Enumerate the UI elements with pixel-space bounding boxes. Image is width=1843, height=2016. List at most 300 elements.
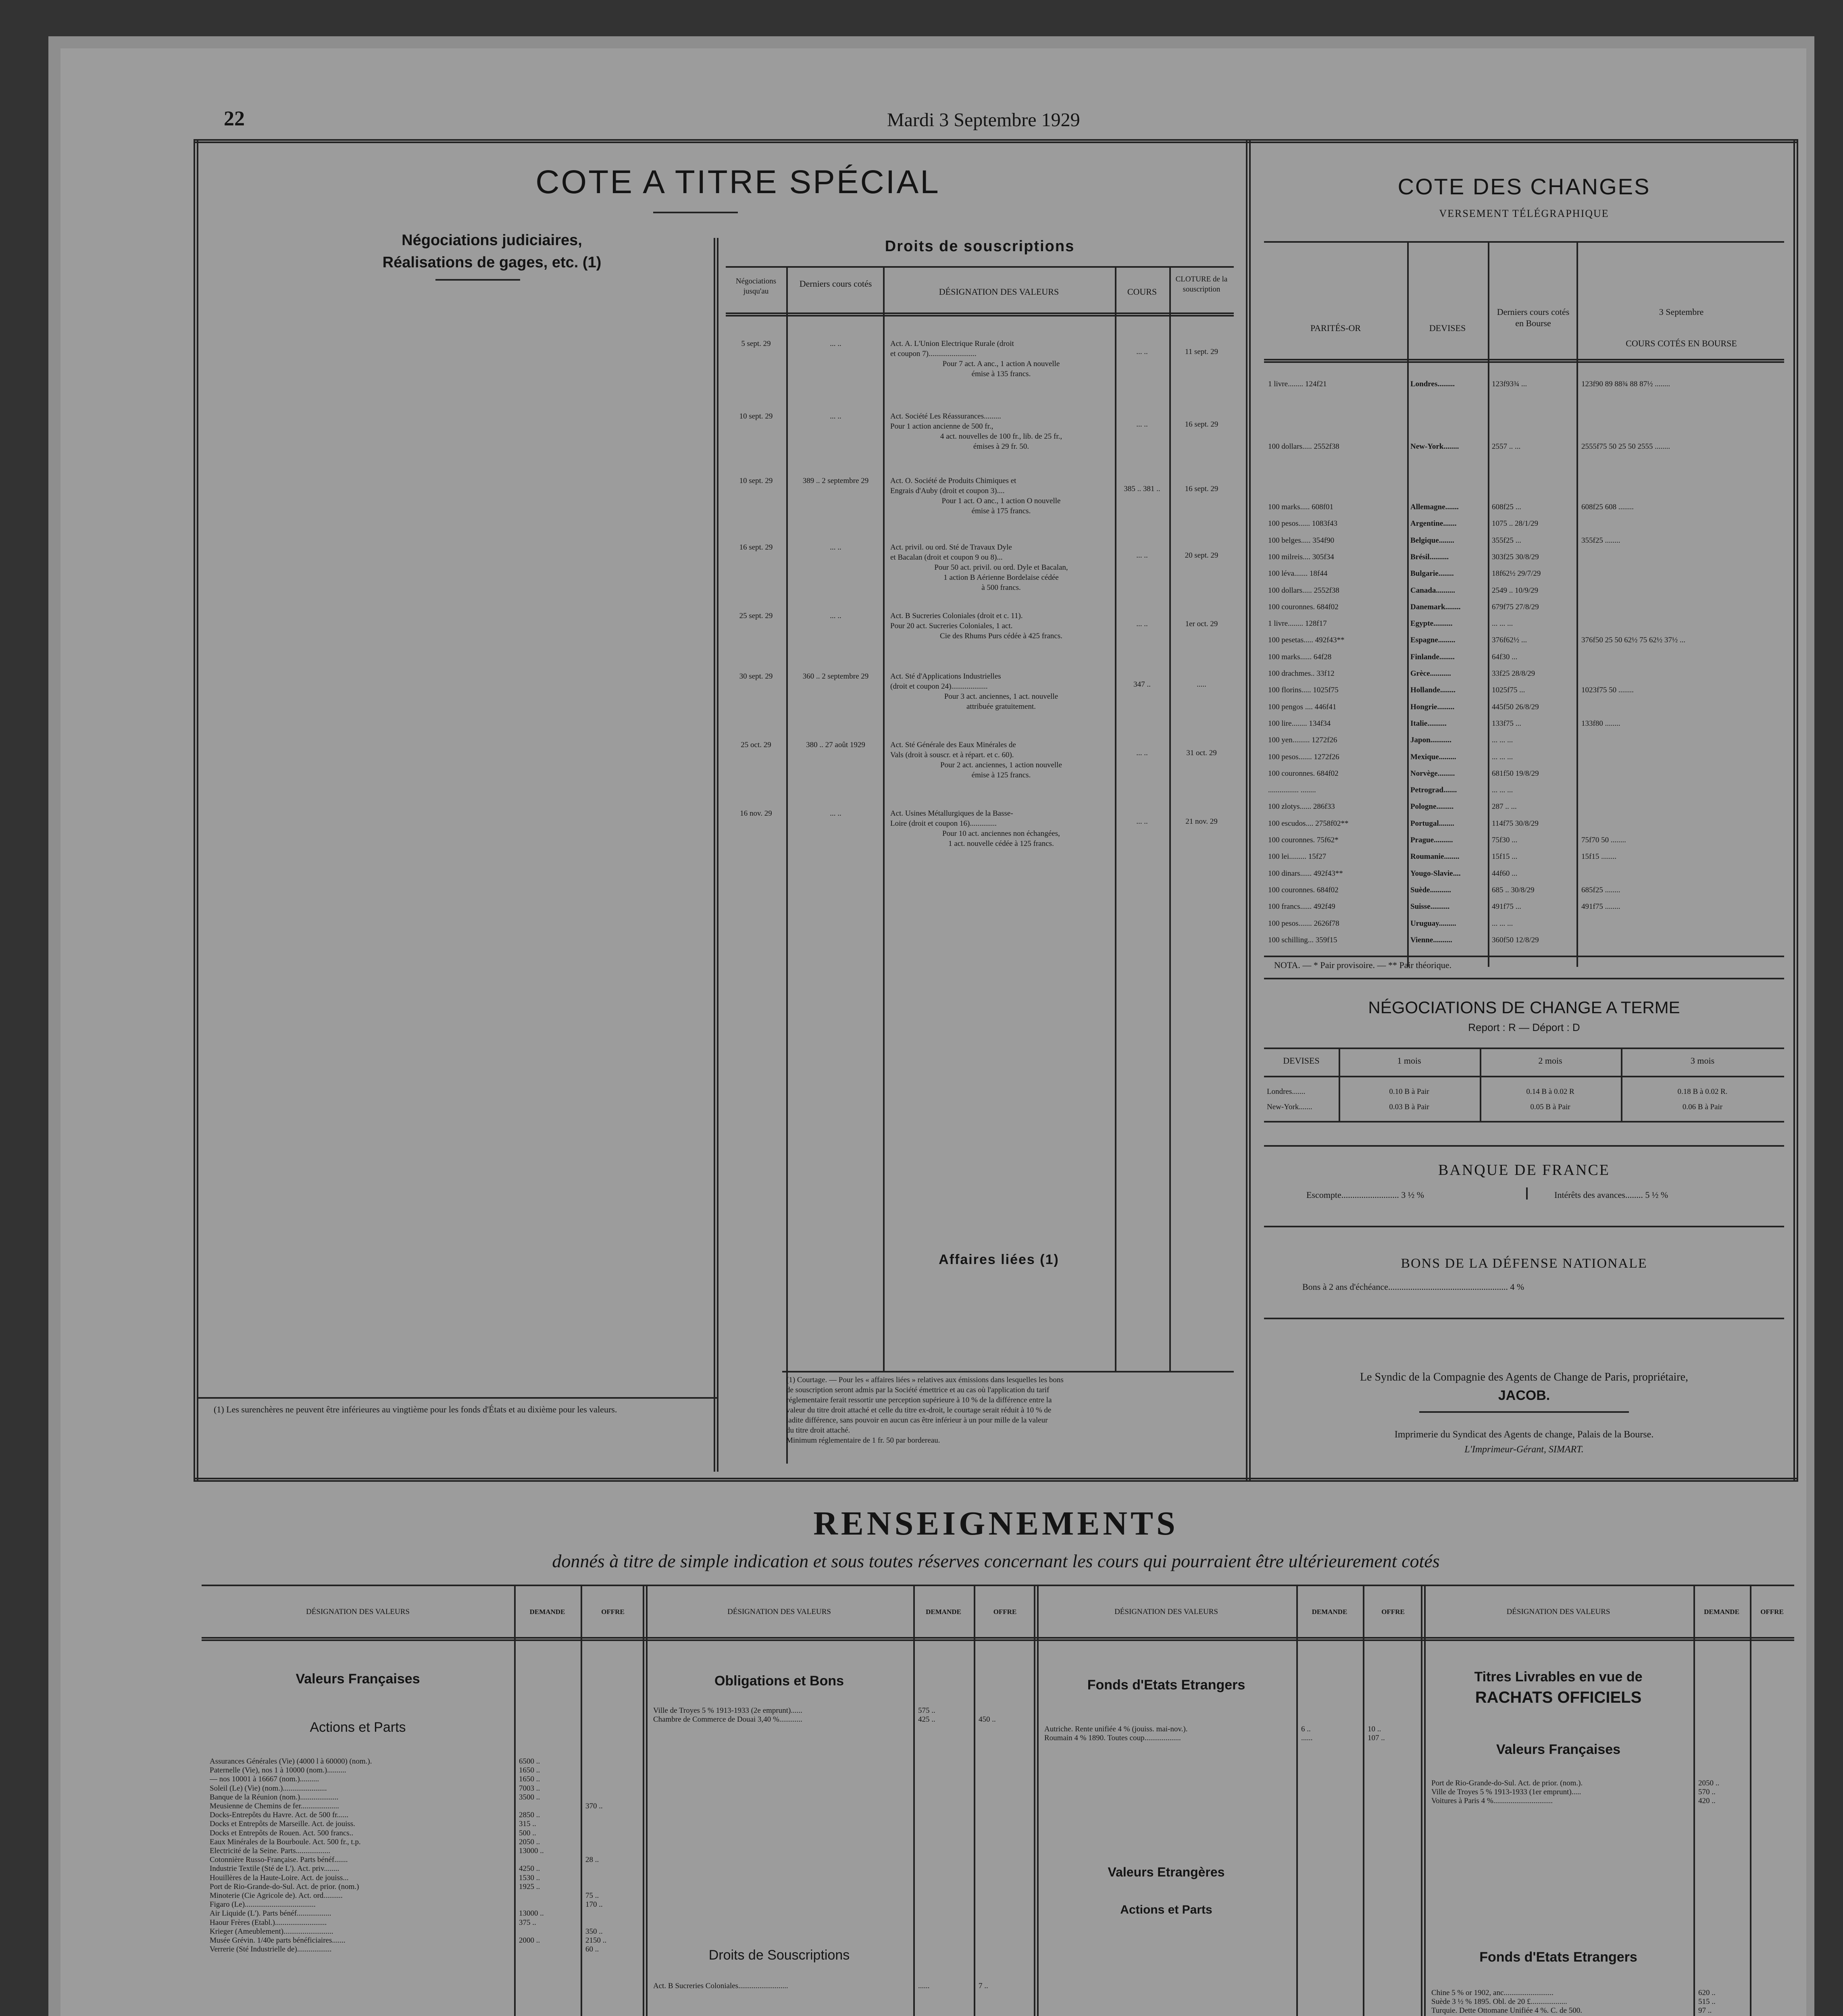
changes-parite: 100 belges..... 354f90: [1268, 536, 1335, 545]
droits-row-designation-line: 1 action B Aérienne Bordelaise cédée: [943, 573, 1059, 582]
droits-row-cloture: 16 sept. 29: [1185, 485, 1218, 493]
changes-cours: 123f90 89 88¾ 88 87½ ........: [1581, 380, 1670, 388]
changes-parite: 100 escudos.... 2758f02**: [1268, 819, 1349, 828]
changes-end-rule: [1264, 978, 1784, 979]
rens-col4-row-demande: 420 ..: [1698, 1797, 1716, 1805]
rens-col2-heading: Obligations et Bons: [714, 1673, 844, 1689]
changes-dernier: 445f50 26/8/29: [1492, 702, 1539, 711]
droits-row-designation-line: attribuée gratuitement.: [966, 702, 1036, 711]
droits-row-designation-line: émise à 135 francs.: [971, 370, 1031, 378]
terme-h-2: 2 mois: [1538, 1056, 1562, 1066]
rens-col1-row: Figaro (Le).....................................: [210, 1900, 316, 1909]
droits-row-derniers: ... ..: [830, 339, 841, 348]
changes-devise: Roumanie........: [1410, 852, 1460, 861]
banque-sep: [1526, 1187, 1528, 1200]
rens-col3-row-demande: ......: [1301, 1734, 1313, 1742]
negociations-foot-rule: [198, 1397, 718, 1399]
droits-row-date: 16 nov. 29: [740, 809, 772, 818]
rens-col1-row: Haour Frères (Etabl.)...........................: [210, 1918, 327, 1927]
rens-col1-row-offre: 60 ..: [585, 1945, 599, 1954]
terme-header-bottom: [1264, 1076, 1784, 1077]
droits-row-cours: ... ..: [1136, 620, 1148, 628]
rens-col1-row: Air Liquide (L'). Parts bénéf..................: [210, 1909, 331, 1918]
rens-col1-row: Houillères de la Haute-Loire. Act. de jouiss...: [210, 1873, 349, 1882]
terme-m3: 0.18 B à 0.02 R.: [1677, 1087, 1728, 1096]
changes-parite: 1 livre........ 124f21: [1268, 380, 1327, 388]
droits-row-cours: ... ..: [1136, 749, 1148, 757]
rens-col4-row2: Turquie. Dette Ottomane Unifiée 4 %. C. de 500.: [1431, 2006, 1582, 2015]
changes-parite: 100 yen......... 1272f26: [1268, 736, 1337, 745]
changes-header-bottom: [1264, 359, 1784, 363]
rens-col4-row-demande: 2050 ..: [1698, 1779, 1720, 1787]
rens-col1-row-demande: 13000 ..: [519, 1847, 544, 1855]
changes-cours: 355f25 ........: [1581, 536, 1620, 545]
rens-col1-row-demande: 2000 ..: [519, 1936, 540, 1945]
left-frame-rule: [194, 139, 198, 1482]
rens-col1-row: Meusienne de Chemins de fer....................: [210, 1802, 339, 1810]
rens-col2-row-offre: 450 ..: [979, 1715, 996, 1724]
droits-row-designation-line: à 500 francs.: [981, 583, 1021, 592]
droits-row-cours: ... ..: [1136, 348, 1148, 356]
changes-devise: Allemagne.......: [1410, 503, 1459, 511]
changes-devise: Petrograd.......: [1410, 786, 1457, 795]
rens-col1-row: Port de Rio-Grande-do-Sul. Act. de prior. (nom.): [210, 1882, 359, 1891]
rens-col1-sub: Actions et Parts: [310, 1720, 406, 1735]
droits-row-cours: ... ..: [1136, 817, 1148, 826]
changes-parite: 100 pengos .... 446f41: [1268, 702, 1337, 711]
rens-col1-row: Eaux Minérales de la Bourboule. Act. 500 fr., t.p.: [210, 1837, 361, 1846]
rens-col4-sub: Valeurs Françaises: [1496, 1742, 1621, 1757]
rens-col1-row: Minoterie (Cie Agricole de). Act. ord..........: [210, 1891, 343, 1900]
changes-parite: 1 livre........ 128f17: [1268, 619, 1327, 628]
changes-parite: ................ ........: [1268, 786, 1316, 795]
changes-devise: Londres.........: [1410, 380, 1455, 388]
rens-col1-row: Musée Grévin. 1/40e parts bénéficiaires.......: [210, 1936, 346, 1945]
rens-col2-row-demande: 425 ..: [918, 1715, 935, 1724]
rens-col3-sub2: Actions et Parts: [1120, 1903, 1212, 1916]
droits-row-designation-line: Pour 7 act. A anc., 1 action A nouvelle: [942, 360, 1060, 368]
rens-col1-row-offre: 350 ..: [585, 1927, 603, 1936]
right-frame-rule: [1793, 139, 1798, 1482]
terme-col-2: [1480, 1048, 1481, 1121]
rens-col2-row2-offre: 7 ..: [979, 1982, 988, 1990]
bons-title: BONS DE LA DÉFENSE NATIONALE: [1401, 1256, 1647, 1271]
rens-col1-row-demande: 1925 ..: [519, 1882, 540, 1891]
changes-dernier: 1075 .. 28/1/29: [1492, 519, 1539, 528]
droits-row-cloture: 21 nov. 29: [1185, 817, 1218, 826]
renseignements-subtitle: donnés à titre de simple indication et sous toutes réserves concernant les cours qui pourraient être ultérieurement cotés: [552, 1551, 1440, 1571]
changes-cours: 1023f75 50 ........: [1581, 686, 1634, 695]
rens-subcol-divider: [1750, 1585, 1751, 2016]
changes-dernier: 679f75 27/8/29: [1492, 602, 1539, 611]
page-number: 22: [224, 107, 245, 130]
rens-header-top: [202, 1585, 1794, 1586]
rens-h-demande: DEMANDE: [1704, 1608, 1739, 1616]
rens-h-offre: OFFRE: [601, 1608, 625, 1616]
terme-col-3: [1621, 1048, 1622, 1121]
rens-col1-row-demande: 1650 ..: [519, 1775, 540, 1784]
changes-cours: 2555f75 50 25 50 2555 ........: [1581, 442, 1670, 451]
droits-row-designation-line: Pour 1 action ancienne de 500 fr.,: [890, 422, 993, 431]
changes-parite: 100 lei......... 15f27: [1268, 852, 1327, 861]
rens-col1-row-demande: 2850 ..: [519, 1811, 540, 1820]
droits-row-designation-line: 4 act. nouvelles de 100 fr., lib. de 25 fr.,: [940, 432, 1062, 441]
droits-h-designation: DÉSIGNATION DES VALEURS: [939, 287, 1059, 297]
changes-parite: 100 milreis.... 305f34: [1268, 552, 1334, 561]
changes-parite: 100 marks...... 64f28: [1268, 652, 1332, 661]
rens-col1-row-demande: 7003 ..: [519, 1784, 540, 1793]
rens-h-offre: OFFRE: [1760, 1608, 1784, 1616]
terme-m2: 0.05 B à Pair: [1530, 1103, 1570, 1111]
changes-devise: Uruguay.........: [1410, 919, 1456, 928]
droits-row-designation-line: Act. Sté d'Applications Industrielles: [890, 672, 1001, 681]
changes-cours: 15f15 ........: [1581, 852, 1617, 861]
gerant: L'Imprimeur-Gérant, SIMART.: [1464, 1444, 1584, 1455]
rens-col1-row-offre: 170 ..: [585, 1900, 603, 1909]
droits-header-top: [726, 266, 1234, 268]
changes-parite: 100 schilling... 359f15: [1268, 935, 1337, 944]
rens-h-offre: OFFRE: [993, 1608, 1017, 1616]
droits-row-designation-line: Act. B Sucreries Coloniales (droit et c. 11).: [890, 612, 1023, 620]
changes-devise: Italie..........: [1410, 719, 1447, 728]
rens-col1-row: Electricité de la Seine. Parts..................: [210, 1847, 331, 1855]
changes-parite: 100 dinars...... 492f43**: [1268, 869, 1343, 878]
terme-h-0: DEVISES: [1283, 1056, 1320, 1066]
rens-col2-heading2: Droits de Souscriptions: [708, 1947, 850, 1963]
rens-col1-row: Industrie Textile (Sté de L'). Act. priv........: [210, 1864, 339, 1873]
droits-row-derniers: ... ..: [830, 412, 841, 421]
rens-col4-row2: Chine 5 % or 1902, anc..........................: [1431, 1989, 1554, 1997]
changes-parite: 100 marks..... 608f01: [1268, 503, 1334, 511]
droits-footnote-line: Minimum réglementaire de 1 fr. 50 par bordereau.: [786, 1436, 940, 1445]
changes-devise: Suisse..........: [1410, 902, 1450, 911]
changes-foot-rule: [1264, 956, 1784, 957]
changes-nota: NOTA. — * Pair provisoire. — ** Pair théorique.: [1274, 960, 1451, 970]
rens-h-designation: DÉSIGNATION DES VALEURS: [1114, 1608, 1218, 1616]
changes-dernier: 681f50 19/8/29: [1492, 769, 1539, 778]
changes-parite: 100 dollars..... 2552f38: [1268, 586, 1339, 595]
droits-row-derniers: 389 .. 2 septembre 29: [802, 477, 869, 485]
changes-dernier: 33f25 28/8/29: [1492, 669, 1535, 678]
droits-row-date: 25 sept. 29: [739, 612, 773, 620]
droits-col-3: [1115, 266, 1116, 1371]
changes-devise: Bulgarie........: [1410, 569, 1454, 578]
changes-devise: Belgique........: [1410, 536, 1454, 545]
changes-parite: 100 drachmes.. 33f12: [1268, 669, 1335, 678]
terme-bottom: [1264, 1121, 1784, 1123]
droits-row-cloture: 16 sept. 29: [1185, 420, 1218, 429]
changes-parite: 100 pesetas..... 492f43**: [1268, 636, 1345, 645]
droits-footnote-line: ladite différence, sans pouvoir en aucun cas être inférieur à un pour mille de la valeur: [786, 1416, 1048, 1425]
changes-parite: 100 couronnes. 75f62*: [1268, 836, 1339, 844]
rens-subcol-divider: [514, 1585, 516, 2016]
droits-col-1: [786, 266, 788, 1464]
rens-col1-row-demande: 500 ..: [519, 1829, 536, 1837]
changes-col-3: [1576, 241, 1578, 967]
rens-col2-row-demande: 575 ..: [918, 1706, 935, 1715]
changes-dernier: 64f30 ...: [1492, 652, 1518, 661]
rens-col3-row-offre: 10 ..: [1368, 1725, 1381, 1733]
droits-row-cloture: 20 sept. 29: [1185, 551, 1218, 560]
rens-col1-row-offre: 370 ..: [585, 1802, 603, 1810]
terme-h-3: 3 mois: [1690, 1056, 1715, 1066]
rens-col4-row2: Suède 3 ½ % 1895. Obl. de 20 £...................: [1431, 1997, 1567, 2006]
changes-dernier: 1025f75 ...: [1492, 686, 1525, 695]
rens-subcol-divider: [1363, 1585, 1364, 2016]
rens-col1-row-demande: 315 ..: [519, 1820, 536, 1829]
changes-parite: 100 pesos....... 2626f78: [1268, 919, 1339, 928]
affaires-liees: Affaires liées (1): [939, 1252, 1059, 1267]
changes-devise: Yougo-Slavie....: [1410, 869, 1461, 878]
rens-h-designation: DÉSIGNATION DES VALEURS: [306, 1608, 410, 1616]
changes-devise: Grèce...........: [1410, 669, 1451, 678]
changes-dernier: 355f25 ...: [1492, 536, 1521, 545]
droits-row-cours: ... ..: [1136, 420, 1148, 429]
droits-row-designation-line: Pour 10 act. anciennes non échangées,: [942, 829, 1060, 838]
changes-parite: 100 couronnes. 684f02: [1268, 885, 1339, 894]
rens-col4-row: Ville de Troyes 5 % 1913-1933 (1er emprunt).....: [1431, 1788, 1581, 1796]
changes-dernier: ... ... ...: [1492, 736, 1513, 745]
droits-row-date: 10 sept. 29: [739, 412, 773, 421]
terme-h-1: 1 mois: [1397, 1056, 1421, 1066]
imprimerie: Imprimerie du Syndicat des Agents de change, Palais de la Bourse.: [1394, 1429, 1654, 1440]
changes-dernier: 685 .. 30/8/29: [1492, 885, 1535, 894]
rens-col1-row: Docks et Entrepôts de Rouen. Act. 500 francs..: [210, 1829, 354, 1837]
changes-col-1: [1407, 241, 1409, 967]
changes-dernier: 491f75 ...: [1492, 902, 1521, 911]
changes-h-cours: COURS COTÉS EN BOURSE: [1626, 338, 1737, 348]
droits-row-designation-line: Pour 2 act. anciennes, 1 action nouvelle: [940, 761, 1062, 769]
changes-h-devises: DEVISES: [1429, 323, 1466, 333]
changes-devise: Japon...........: [1410, 736, 1451, 745]
changes-dernier: 2557 .. ...: [1492, 442, 1521, 451]
droits-row-date: 30 sept. 29: [739, 672, 773, 681]
changes-devise: Vienne..........: [1410, 935, 1452, 944]
droits-title: Droits de souscriptions: [885, 238, 1075, 255]
droits-row-designation-line: Act. Usines Métallurgiques de la Basse-: [890, 809, 1013, 818]
changes-devise: Prague..........: [1410, 836, 1453, 844]
changes-col-2: [1488, 241, 1489, 967]
droits-row-cloture: 1er oct. 29: [1185, 620, 1218, 628]
changes-parite: 100 couronnes. 684f02: [1268, 602, 1339, 611]
changes-h-derniers: Derniers cours cotés en Bourse: [1497, 307, 1570, 328]
changes-cours: 491f75 ........: [1581, 902, 1620, 911]
droits-row-cours: ... ..: [1136, 551, 1148, 560]
changes-devise: Portugal........: [1410, 819, 1454, 828]
droits-row-cours: 347 ..: [1133, 680, 1151, 689]
droits-row-date: 5 sept. 29: [741, 339, 771, 348]
changes-dernier: ... ... ...: [1492, 919, 1513, 928]
changes-title: COTE DES CHANGES: [1397, 174, 1651, 199]
syndic-name: JACOB.: [1498, 1388, 1550, 1403]
changes-devise: Norvège.........: [1410, 769, 1455, 778]
droits-row-cours: 385 .. 381 ..: [1124, 485, 1160, 493]
rens-col4-row2-demande: 620 ..: [1698, 1989, 1716, 1997]
banque-bottom: [1264, 1226, 1784, 1227]
droits-row-date: 16 sept. 29: [739, 543, 773, 552]
rens-col4-heading2: Fonds d'Etats Etrangers: [1479, 1949, 1637, 1965]
droits-row-designation-line: Act. privil. ou ord. Sté de Travaux Dyle: [890, 543, 1012, 552]
changes-dernier: 376f62½ ...: [1492, 636, 1527, 645]
rens-col1-row: Krieger (Ameublement)..........................: [210, 1927, 333, 1936]
rens-col1-row-demande: 6500 ..: [519, 1757, 540, 1766]
rens-col1-row: Soleil (Le) (Vie) (nom.).......................: [210, 1784, 327, 1793]
changes-dernier: 44f60 ...: [1492, 869, 1518, 878]
droits-row-designation-line: Pour 20 act. Sucreries Coloniales, 1 act.: [890, 622, 1013, 630]
changes-parite: 100 dollars..... 2552f38: [1268, 442, 1339, 451]
droits-footnote-line: réglementaire ferait ressortir une perception supérieure à 10 % de la différence entre la: [786, 1396, 1052, 1404]
changes-cours: 75f70 50 ........: [1581, 836, 1626, 844]
rens-col4-row: Voitures à Paris 4 %...............................: [1431, 1797, 1553, 1805]
rens-col1-row-demande: 4250 ..: [519, 1864, 540, 1873]
bons-bottom: [1264, 1318, 1784, 1319]
changes-dernier: 75f30 ...: [1492, 836, 1518, 844]
changes-devise: Brésil..........: [1410, 552, 1449, 561]
droits-col-2: [883, 266, 885, 1371]
droits-row-designation-line: Vals (droit à souscr. et à répart. et c. 60).: [890, 751, 1014, 759]
changes-dernier: 15f15 ...: [1492, 852, 1518, 861]
page-date: Mardi 3 Septembre 1929: [887, 109, 1080, 131]
top-rule: [194, 139, 1798, 143]
negociations-title-2: Réalisations de gages, etc. (1): [382, 254, 602, 271]
droits-row-derniers: ... ..: [830, 612, 841, 620]
changes-devise: Finlande........: [1410, 652, 1455, 661]
rens-col1-row: Docks-Entrepôts du Havre. Act. de 500 fr......: [210, 1811, 349, 1820]
terme-top: [1264, 1048, 1784, 1049]
changes-dernier: 608f25 ...: [1492, 503, 1521, 511]
droits-row-designation-line: 1 act. nouvelle cédée à 125 francs.: [948, 839, 1054, 848]
negociations-divider: [714, 238, 718, 1472]
terme-m2: 0.14 B à 0.02 R: [1526, 1087, 1574, 1096]
rens-col1-row-demande: 13000 ..: [519, 1909, 544, 1918]
rens-subcol-divider: [913, 1585, 915, 2016]
droits-row-designation-line: émise à 125 francs.: [971, 771, 1031, 779]
syndic-rule: [1419, 1411, 1629, 1413]
droits-footnote-line: (1) Courtage. — Pour les « affaires liées » relatives aux émissions dans lesquelles les bons: [786, 1376, 1064, 1384]
changes-devise: Suède...........: [1410, 885, 1451, 894]
rens-col3-heading2: Valeurs Etrangères: [1108, 1865, 1225, 1879]
changes-h-parites: PARITÉS-OR: [1310, 323, 1361, 333]
negociations-title-1: Négociations judiciaires,: [402, 232, 582, 249]
rens-col3-row-demande: 6 ..: [1301, 1725, 1311, 1733]
mid-rule: [194, 1478, 1798, 1482]
droits-row-designation-line: Act. O. Société de Produits Chimiques et: [890, 477, 1016, 485]
droits-row-designation-line: Pour 3 act. anciennes, 1 act. nouvelle: [944, 692, 1058, 701]
rens-col1-row-demande: 3500 ..: [519, 1793, 540, 1801]
banque-title: BANQUE DE FRANCE: [1438, 1162, 1610, 1179]
changes-devise: Argentine.......: [1410, 519, 1457, 528]
droits-foot-rule: [782, 1371, 1234, 1372]
droits-row-derniers: 360 .. 2 septembre 29: [802, 672, 869, 681]
droits-h-cours: COURS: [1127, 287, 1157, 297]
banque-avances: Intérêts des avances........ 5 ½ %: [1554, 1190, 1668, 1200]
changes-parite: 100 lire........ 134f34: [1268, 719, 1331, 728]
droits-header-bottom: [726, 312, 1234, 317]
rens-h-designation: DÉSIGNATION DES VALEURS: [1506, 1608, 1610, 1616]
rens-col1-row-demande: 2050 ..: [519, 1837, 540, 1846]
droits-row-designation-line: Act. Société Les Réassurances.........: [890, 412, 1001, 421]
rens-col1-heading: Valeurs Françaises: [296, 1671, 420, 1687]
changes-dernier: 2549 .. 10/9/29: [1492, 586, 1539, 595]
terme-subtitle: Report : R — Déport : D: [1468, 1021, 1580, 1033]
changes-dernier: 287 .. ...: [1492, 802, 1517, 811]
changes-dernier: 133f75 ...: [1492, 719, 1521, 728]
droits-h-derniers: Derniers cours cotés: [799, 279, 872, 289]
changes-dernier: ... ... ...: [1492, 786, 1513, 795]
rens-subcol-divider: [1693, 1585, 1695, 2016]
rens-col1-row-offre: 28 ..: [585, 1856, 599, 1864]
changes-cours: 608f25 608 ........: [1581, 503, 1634, 511]
changes-parite: 100 zlotys...... 286f33: [1268, 802, 1335, 811]
rens-h-demande: DEMANDE: [926, 1608, 961, 1616]
changes-dernier: 303f25 30/8/29: [1492, 552, 1539, 561]
droits-footnote-line: valeur du titre droit attaché et celle du titre ex-droit, le courtage serait réduit à 10 % de: [786, 1406, 1052, 1414]
terme-m3: 0.06 B à Pair: [1682, 1103, 1723, 1111]
droits-row-designation-line: et coupon 7).........................: [890, 350, 977, 358]
droits-h-negociations: Négociations jusqu'au: [735, 277, 777, 296]
rens-col1-row-offre: 2150 ..: [585, 1936, 607, 1945]
rens-subcol-divider: [581, 1585, 582, 2016]
rens-col3-row-offre: 107 ..: [1368, 1734, 1385, 1742]
changes-devise: Espagne.........: [1410, 636, 1456, 645]
negociations-footnote: (1) Les surenchères ne peuvent être inférieures au vingtième pour les fonds d'États et au dixième pour les valeurs.: [214, 1404, 617, 1414]
changes-devise: Mexique.........: [1410, 752, 1456, 761]
banque-escompte: Escompte.......................... 3 ½ %: [1306, 1190, 1424, 1200]
newspaper-page: [60, 48, 1806, 2016]
droits-row-designation-line: Engrais d'Auby (droit et coupon 3)....: [890, 487, 1005, 495]
rens-col-divider: [1034, 1585, 1039, 2016]
terme-col-1: [1339, 1048, 1340, 1121]
droits-h-cloture: CLOTURE de la souscription: [1175, 275, 1228, 294]
changes-parite: 100 pesos...... 1083f43: [1268, 519, 1338, 528]
droits-row-designation-line: et Bacalan (droit et coupon 9 ou 8)...: [890, 553, 1003, 562]
rens-col4-row2-demande: 515 ..: [1698, 1997, 1716, 2006]
droits-footnote-line: du titre droit attaché.: [786, 1426, 850, 1435]
rens-col1-row: Banque de la Réunion (nom.)....................: [210, 1793, 339, 1801]
rens-col1-row: Paternelle (Vie), nos 1 à 10000 (nom.)..........: [210, 1766, 346, 1775]
changes-parite: 100 léva....... 18f44: [1268, 569, 1328, 578]
droits-row-cloture: .....: [1197, 680, 1206, 689]
changes-dernier: 114f75 30/8/29: [1492, 819, 1539, 828]
changes-h-date: 3 Septembre: [1659, 307, 1704, 317]
bons-line: Bons à 2 ans d'échéance...................................................... 4 %: [1302, 1282, 1524, 1292]
changes-devise: New-York........: [1410, 442, 1459, 451]
rens-header-bottom: [202, 1637, 1794, 1641]
rens-h-offre: OFFRE: [1381, 1608, 1405, 1616]
droits-row-derniers: ... ..: [830, 809, 841, 818]
changes-cours: 376f50 25 50 62½ 75 62½ 37½ ...: [1581, 636, 1686, 645]
rens-h-demande: DEMANDE: [529, 1608, 565, 1616]
droits-row-designation-line: Act. Sté Générale des Eaux Minérales de: [890, 741, 1016, 749]
rens-col2-row2-demande: ......: [918, 1982, 930, 1990]
droits-row-cloture: 11 sept. 29: [1185, 348, 1218, 356]
droits-col-4: [1169, 266, 1171, 1371]
changes-parite: 100 couronnes. 684f02: [1268, 769, 1339, 778]
rens-col1-row-demande: 1530 ..: [519, 1873, 540, 1882]
rens-col3-row: Autriche. Rente unifiée 4 % (jouiss. mai-nov.).: [1044, 1725, 1188, 1733]
rens-subcol-divider: [1296, 1585, 1298, 2016]
rens-col1-row-demande: 1650 ..: [519, 1766, 540, 1775]
rens-col2-row2: Act. B Sucreries Coloniales..........................: [653, 1982, 788, 1990]
droits-row-date: 10 sept. 29: [739, 477, 773, 485]
renseignements-title: RENSEIGNEMENTS: [813, 1505, 1179, 1542]
rens-col1-row: Assurances Générales (Vie) (4000 l à 60000) (nom.).: [210, 1757, 372, 1766]
terme-m1: 0.10 B à Pair: [1389, 1087, 1429, 1096]
changes-cours: 133f80 ........: [1581, 719, 1620, 728]
changes-dernier: ... ... ...: [1492, 752, 1513, 761]
changes-parite: 100 pesos....... 1272f26: [1268, 752, 1339, 761]
rens-col4-heading-2: RACHATS OFFICIELS: [1475, 1689, 1642, 1706]
